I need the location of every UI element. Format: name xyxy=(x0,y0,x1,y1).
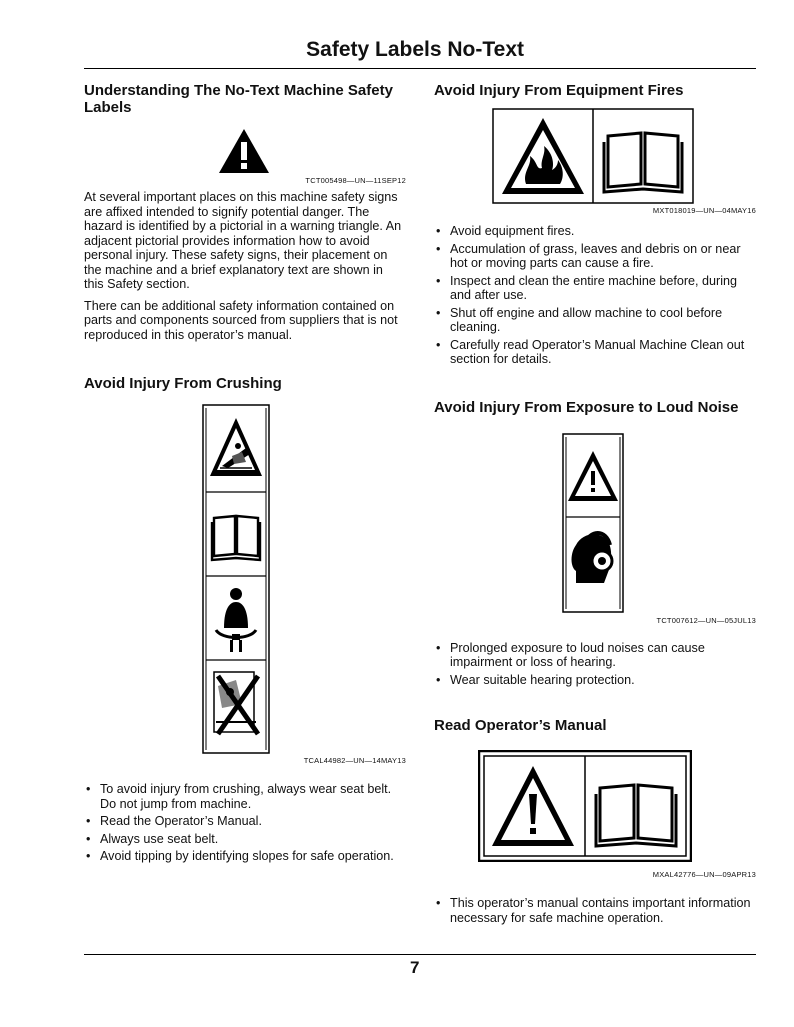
list-item: • Accumulation of grass, leaves and debris on or near hot or moving parts can cause a fire. xyxy=(436,241,741,270)
title-rule xyxy=(84,68,756,69)
manual-label xyxy=(478,750,692,862)
left-column xyxy=(84,82,406,867)
bullet-marker: • xyxy=(436,224,441,238)
list-item: • Always use seat belt. xyxy=(86,831,219,846)
warning-triangle-icon xyxy=(218,128,270,174)
understanding-heading: Understanding The No-Text Machine Safety Labels xyxy=(84,82,393,116)
bullet-marker: • xyxy=(436,672,441,687)
page-title: Safety Labels No-Text xyxy=(306,38,524,61)
bullet-marker: • xyxy=(436,273,441,288)
manual-book-icon xyxy=(212,516,260,560)
manual-bullet-list xyxy=(434,896,756,925)
noise-label xyxy=(562,433,624,613)
fires-bullet-list xyxy=(434,224,756,367)
crushing-label-figure xyxy=(202,404,270,754)
understanding-paragraph-1: At several important places on this machine safety signs are affixed intended to signify potential danger. The hazard is identified by a pictorial in a warning triangle. An adjacent pictorial provides information how to avoid personal injury. These safety signs, their placement on the machine and a brief explanatory text are shown in this Safety section. xyxy=(84,190,402,291)
understanding-paragraph-2: There can be additional safety information contained on parts and components sourced from suppliers that is not reproduced in this operator’s manual. xyxy=(84,298,398,342)
list-item: • Carefully read Operator’s Manual Machine Clean out section for details. xyxy=(436,337,745,366)
noise-heading: Avoid Injury From Exposure to Loud Noise xyxy=(434,398,739,416)
bullet-marker: • xyxy=(436,337,441,352)
noise-label-figure xyxy=(562,433,624,613)
crushing-fig-code: TCAL44982—UN—14MAY13 xyxy=(303,756,406,765)
warning-triangle-figure xyxy=(218,128,270,174)
fires-heading: Avoid Injury From Equipment Fires xyxy=(434,82,684,99)
crushing-label xyxy=(202,404,270,754)
bullet-marker: • xyxy=(86,831,91,846)
fires-fig-code: MXT018019—UN—04MAY16 xyxy=(652,206,756,215)
page-number: 7 xyxy=(410,958,420,977)
understanding-fig-code: TCT005498—UN—11SEP12 xyxy=(305,176,406,185)
bullet-marker: • xyxy=(86,849,91,863)
bullet-marker: • xyxy=(436,305,441,320)
list-item: • Prolonged exposure to loud noises can cause impairment or loss of hearing. xyxy=(436,640,705,669)
noise-bullet-list xyxy=(434,641,756,688)
bullet-marker: • xyxy=(86,782,91,796)
list-item: • Shut off engine and allow machine to cool before cleaning. xyxy=(436,305,723,334)
list-item: • This operator’s manual contains important information necessary for safe machine operation. xyxy=(436,896,751,925)
crushing-bullet-list xyxy=(84,782,406,864)
list-item: • Wear suitable hearing protection. xyxy=(436,672,635,687)
list-item: • Read the Operator’s Manual. xyxy=(86,814,262,828)
noise-fig-code: TCT007612—UN—05JUL13 xyxy=(656,615,756,625)
footer-rule xyxy=(84,954,756,955)
fires-label-figure xyxy=(492,108,694,204)
fires-label xyxy=(492,108,694,204)
bullet-marker: • xyxy=(436,640,441,655)
manual-label-figure xyxy=(478,750,692,862)
bullet-marker: • xyxy=(436,896,441,910)
right-column xyxy=(434,82,756,928)
bullet-marker: • xyxy=(436,241,441,256)
list-item: • To avoid injury from crushing, always wear seat belt. Do not jump from machine. xyxy=(86,782,392,811)
crushing-heading: Avoid Injury From Crushing xyxy=(84,375,282,392)
manual-heading: Read Operator’s Manual xyxy=(434,717,607,734)
list-item: • Avoid equipment fires. xyxy=(436,224,575,238)
bullet-marker: • xyxy=(86,814,91,828)
list-item: • Avoid tipping by identifying slopes for safe operation. xyxy=(86,849,394,863)
manual-fig-code: MXAL42776—UN—09APR13 xyxy=(652,870,756,879)
list-item: • Inspect and clean the entire machine before, during and after use. xyxy=(436,273,738,302)
